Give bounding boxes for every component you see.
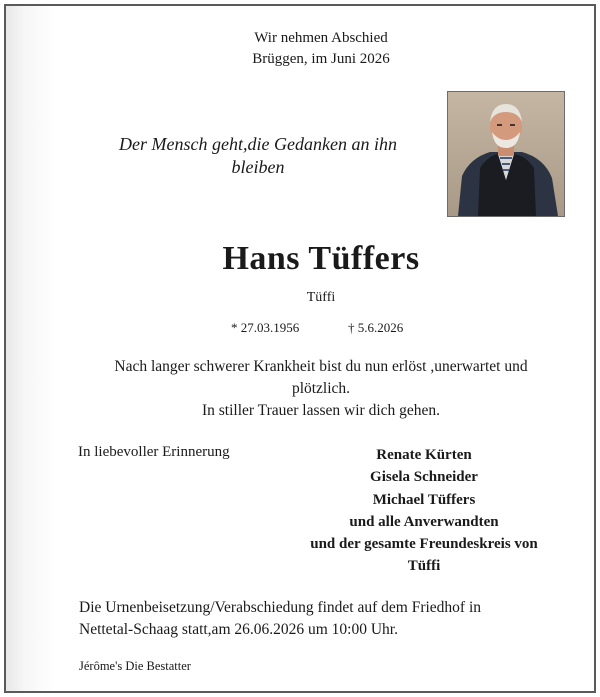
mourners-list (276, 444, 572, 578)
message-line-3: In stiller Trauer lassen wir dich gehen. (201, 402, 441, 419)
undertaker-name: Jérôme's Die Bestatter (79, 659, 191, 673)
deceased-nickname: Tüffi (306, 290, 336, 305)
header (6, 28, 600, 70)
ceremony-info (79, 597, 579, 641)
death-date: † 5.6.2026 (348, 320, 404, 335)
portrait-photo-icon (448, 92, 564, 216)
memorial-quote (88, 133, 428, 179)
message-line-1: Nach langer schwerer Krankheit bist du nun erlöst ,unerwartet und (114, 358, 528, 375)
portrait-photo (447, 91, 565, 217)
ceremony-line-2: Nettetal-Schaag statt,am 26.06.2026 um 10:00 Uhr. (79, 621, 398, 638)
mourner-name: Tüffi (407, 558, 441, 575)
mourner-name: und der gesamte Freundeskreis von (310, 536, 538, 553)
header-line-farewell: Wir nehmen Abschied (254, 30, 388, 46)
header-line-place-date: Brüggen, im Juni 2026 (252, 51, 390, 67)
mourner-name: Renate Kürten (376, 447, 472, 463)
birth-date: * 27.03.1956 (231, 320, 300, 335)
deceased-name: Hans Tüffers (222, 240, 420, 277)
mourner-name: und alle Anverwandten (349, 513, 499, 530)
ceremony-line-1: Die Urnenbeisetzung/Verabschiedung findet auf dem Friedhof in (79, 599, 482, 616)
message-line-2: plötzlich. (291, 380, 351, 397)
mourner-name: Gisela Schneider (370, 469, 478, 486)
condolence-message (76, 356, 566, 422)
mourner-name: Michael Tüffers (372, 491, 476, 508)
quote-line-1: Der Mensch geht,die Gedanken an ihn (119, 134, 397, 154)
life-dates (231, 320, 431, 340)
quote-line-2: bleiben (231, 157, 285, 177)
obituary-notice (4, 4, 596, 693)
memory-label: In liebevoller Erinnerung (78, 444, 230, 460)
